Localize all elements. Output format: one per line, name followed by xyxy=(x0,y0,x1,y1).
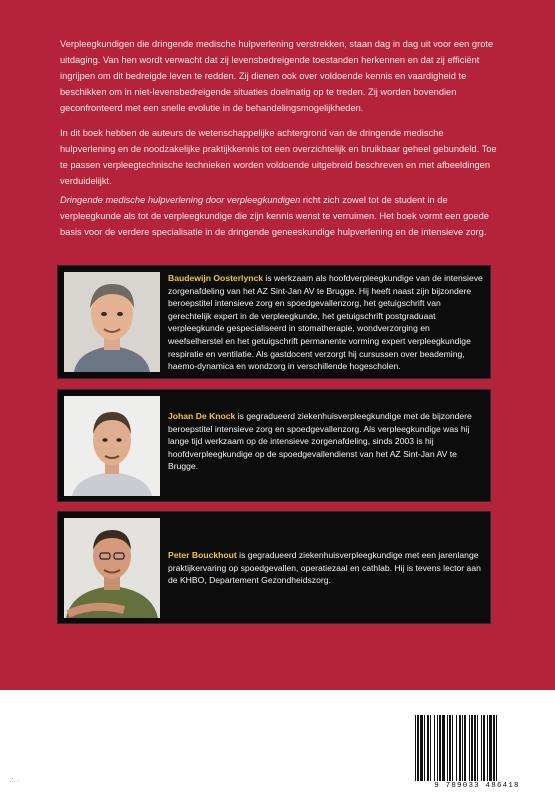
portrait-icon xyxy=(64,518,160,618)
book-title-italic: Dringende medische hulpverlening door verpleegkundigen xyxy=(60,195,301,205)
author-name-3: Peter Bouckhout xyxy=(168,550,237,560)
blurb-paragraph-3 xyxy=(60,193,500,241)
barcode-bars xyxy=(413,715,541,781)
author-panel-2 xyxy=(57,389,491,502)
portrait-icon xyxy=(64,272,160,372)
author-bio-3 xyxy=(168,549,484,587)
author-bio-1 xyxy=(168,272,484,373)
author-panel-3 xyxy=(57,511,491,624)
isbn-barcode xyxy=(407,715,547,795)
author-bio-text-1: is werkzaam als hoofdverpleegkundige van de intensieve zorgenafdeling van het AZ Sint-Jan AV te Brugge. Hij heeft naast zijn bijzondere beroepstitel intensieve zorg en spoedgevallenzorg, het getuigschrift van gerechtelijk expert in de verpleegkunde, het getuigschrift postgraduaat verpleegkunde gespecialiseerd in stomatherapie, wondverzorging en weefselherstel en het getuigschrift permanente vorming expert verpleegkundige respiratie en ventilatie. Als gastdocent verzorgt hij cursussen over beademing, haemo-dynamica en wondzorg in verschillende hogescholen. xyxy=(168,273,483,372)
blurb-paragraph-3-text: richt zich zowel tot de student in de verpleegkunde als tot de verpleegkundige die zijn kennis wenst te verruimen. Het boek vormt een goede basis voor de verdere specialisatie in de dringende geneeskundige hulpverlening en de intensieve zorg. xyxy=(60,195,489,237)
author-bio-text-2: is gegradueerd ziekenhuisverpleegkundige met de bijzondere beroepstitel intensieve zorg en spoedgevallenzorg. Als verpleegkundige was hij lange tijd werkzaam op de intensieve zorgenafdeling, sinds 2003 is hij hoofdverpleegkundige op de spoedgevallendienst van het AZ Sint-Jan AV te Brugge. xyxy=(168,411,472,472)
author-photo-2 xyxy=(64,396,160,496)
author-photo-3 xyxy=(64,518,160,618)
blurb-paragraph-1: Verpleegkundigen die dringende medische hulpverlening verstrekken, staan dag in dag uit voor een grote uitdaging. Van hen wordt verwacht dat zij levensbedreigende toestanden herkennen en dat zij efficiënt ingrijpen om dit bedreigde leven te redden. Zij dienen ook over voldoende kennis en vaardigheid te beschikken om in niet-levensbedreigende situaties doelmatig op te treden. Zij worden bovendien geconfronteerd met een snelle evolutie in de behandelingsmogelijkheden. xyxy=(60,39,494,113)
blurb-paragraph-2: In dit boek hebben de auteurs de wetenschappelijke achtergrond van de dringende medische hulpverlening en de noodzakelijke praktijkkennis tot een overzichtelijk en bruikbaar geheel gebundeld. Toe te passen verpleegtechnische technieken worden voldoende uitgebreid beschreven en met afbeeldingen verduidelijkt. xyxy=(60,128,497,186)
author-bio-2 xyxy=(168,410,484,473)
author-photo-1 xyxy=(64,272,160,372)
portrait-icon xyxy=(64,396,160,496)
author-panel-1 xyxy=(57,265,491,379)
isbn-digits: 9 789033 486418 xyxy=(434,782,520,790)
corner-mark: ∴ · xyxy=(10,776,20,785)
author-name-1: Baudewijn Oosterlynck xyxy=(168,273,264,283)
cover-edge-pattern xyxy=(0,662,555,692)
author-name-2: Johan De Knock xyxy=(168,411,236,421)
author-bio-text-3: is gegradueerd ziekenhuisverpleegkundige met een jarenlange praktijkervaring op spoedgevallen, operatiezaal en cathlab. Hij is tevens lector aan de KHBO, Departement Gezondheidszorg. xyxy=(168,550,481,586)
